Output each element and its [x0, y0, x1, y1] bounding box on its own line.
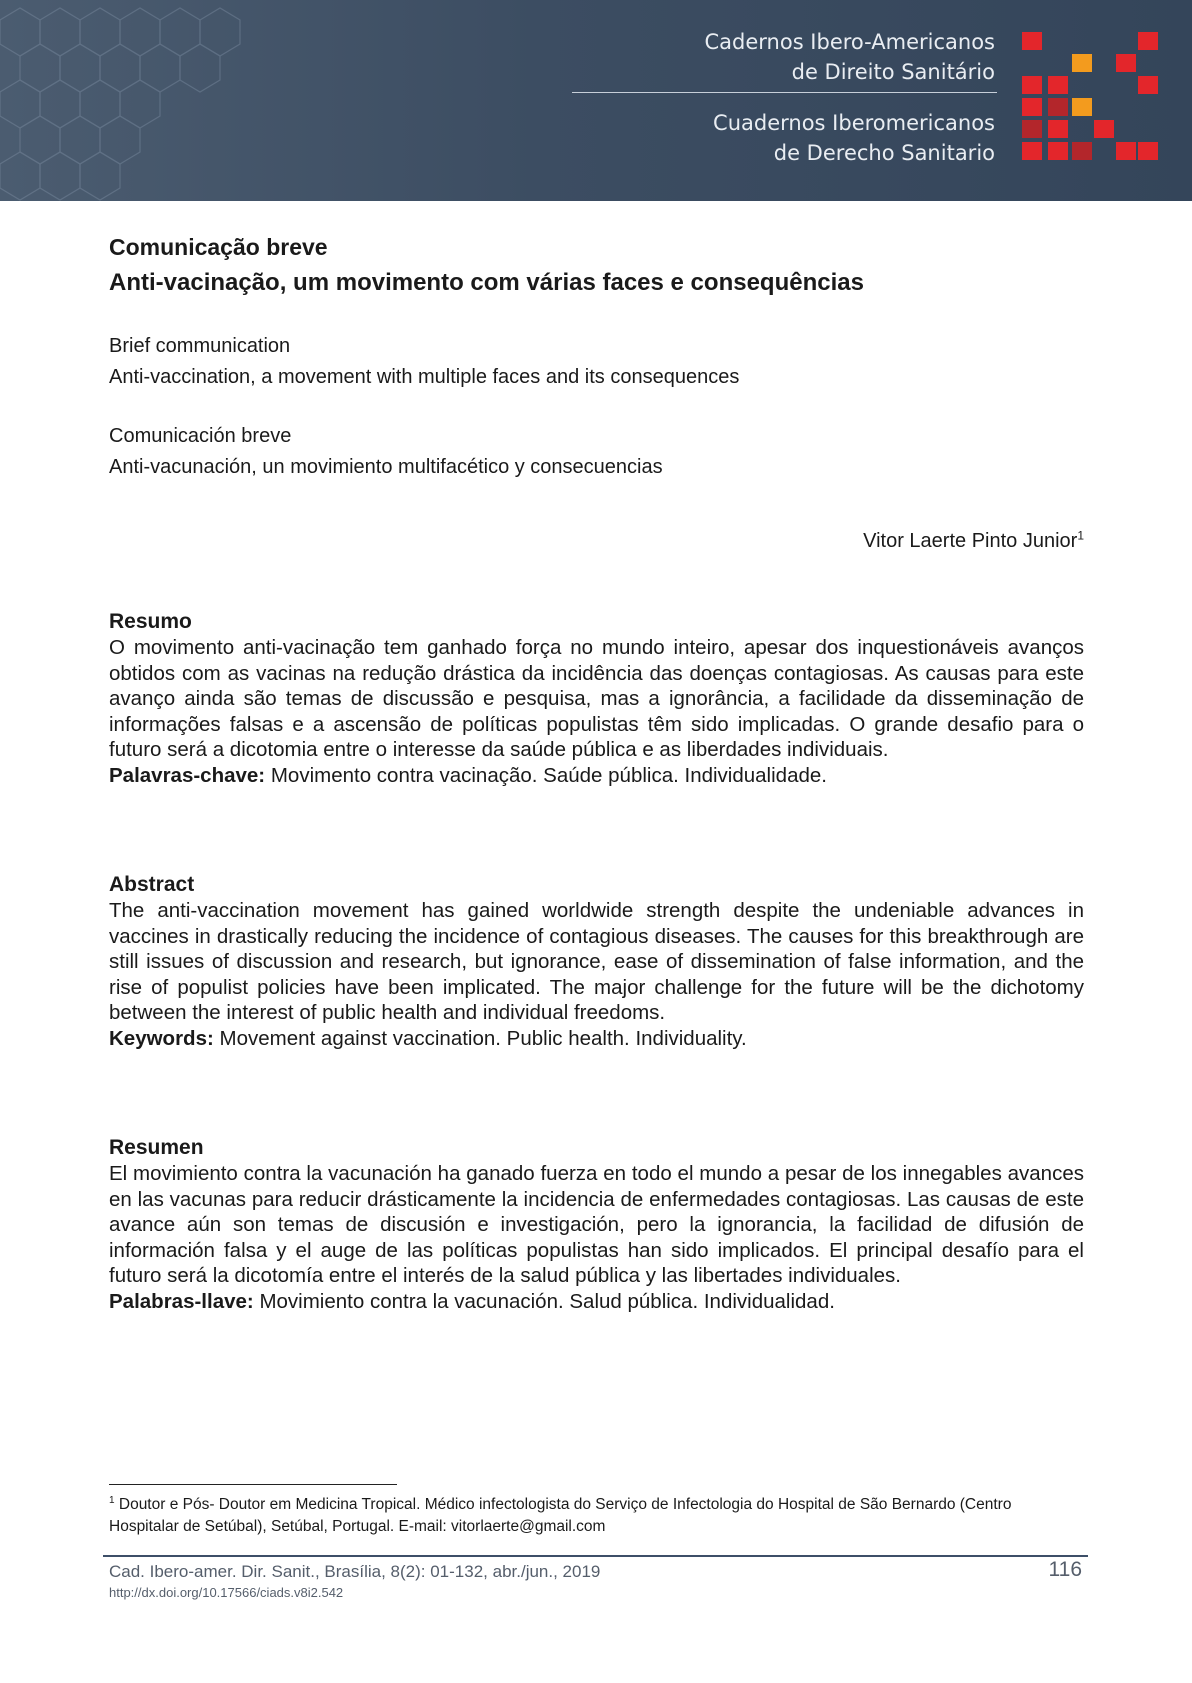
- author-footnote-mark: 1: [1077, 528, 1084, 543]
- abstract-en-heading: Abstract: [109, 873, 195, 896]
- article-title-es: Anti-vacunación, un movimiento multifacético y consecuencias: [109, 456, 663, 478]
- journal-title-pt-line1: Cadernos Ibero-Americanos: [704, 30, 995, 54]
- doi-link[interactable]: http://dx.doi.org/10.17566/ciads.v8i2.542: [109, 1585, 344, 1600]
- author-line: [863, 526, 1084, 556]
- article-type-pt: Comunicação breve: [109, 234, 328, 260]
- keywords-en-text: Movement against vaccination. Public health. Individuality.: [219, 1026, 747, 1050]
- abstract-es-body: El movimiento contra la vacunación ha ganado fuerza en todo el mundo a pesar de los innegables avances en las vacunas para reducir drásticamente la incidencia de enfermedades contagiosas. Las causas de este avance aún son temas de discusión e investigación, pero la ignorancia, la facilidad de difusión de información falsa y el auge de las políticas populistas han sido implicados. El principal desafío para el futuro será la dicotomía entre el interés de la salud pública y las libertades individuales.: [109, 1162, 1084, 1287]
- journal-title-pt: [704, 27, 995, 87]
- footnote-mark: 1: [109, 1494, 115, 1506]
- keywords-es: [109, 1289, 1084, 1315]
- keywords-pt-text: Movimento contra vacinação. Saúde pública. Individualidade.: [270, 763, 827, 787]
- abstract-pt-section: [109, 609, 1084, 789]
- abstract-es-section: [109, 1135, 1084, 1315]
- hexagon-pattern: [0, 0, 560, 201]
- journal-logo: [1020, 30, 1160, 170]
- keywords-es-label: Palabras-llave:: [109, 1289, 254, 1313]
- footnote-text: Doutor e Pós- Doutor em Medicina Tropical. Médico infectologista do Serviço de Infectologia do Hospital de São Bernardo (Centro Hospitalar de Setúbal), Setúbal, Portugal. E-mail: vitorlaerte@gmail.com: [109, 1496, 1012, 1535]
- page-number: 116: [1048, 1558, 1082, 1581]
- author-name: Vitor Laerte Pinto Junior: [863, 530, 1078, 552]
- abstract-pt-body: O movimento anti-vacinação tem ganhado força no mundo inteiro, apesar dos inquestionáveis avanços obtidos com as vacinas na redução drástica da incidência das doenças contagiosas. As causas para este avanço ainda são temas de discussão e pesquisa, mas a ignorância, a facilidade da disseminação de informações falsas e a ascensão de políticas populistas têm sido implicadas. O grande desafio para o futuro será a dicotomia entre o interesse da saúde pública e as liberdades individuais.: [109, 636, 1084, 761]
- keywords-en-label: Keywords:: [109, 1026, 214, 1050]
- footer-divider: [103, 1555, 1088, 1557]
- journal-title-es-line1: Cuadernos Iberomericanos: [713, 111, 995, 135]
- abstract-en-body: The anti-vaccination movement has gained worldwide strength despite the undeniable advances in vaccines in drastically reducing the incidence of contagious diseases. The causes for this breakthrough are still issues of discussion and research, but ignorance, ease of dissemination of false information, and the rise of populist policies have been implicated. The major challenge for the future will be the dichotomy between the interest of public health and individual freedoms.: [109, 899, 1084, 1024]
- article-title-en: Anti-vaccination, a movement with multiple faces and its consequences: [109, 366, 740, 388]
- journal-header-banner: [0, 0, 1192, 201]
- keywords-es-text: Movimiento contra la vacunación. Salud pública. Individualidad.: [259, 1289, 835, 1313]
- article-type-en: Brief communication: [109, 335, 291, 357]
- journal-title-es: [713, 108, 995, 168]
- abstract-en-section: [109, 872, 1084, 1052]
- journal-title-es-line2: de Derecho Sanitario: [773, 141, 995, 165]
- journal-title-pt-line2: de Direito Sanitário: [791, 60, 995, 84]
- keywords-en: [109, 1026, 1084, 1052]
- abstract-pt-heading: Resumo: [109, 610, 192, 633]
- abstract-es-heading: Resumen: [109, 1136, 204, 1159]
- article-title-pt: Anti-vacinação, um movimento com várias faces e consequências: [109, 269, 864, 296]
- article-type-es: Comunicación breve: [109, 425, 292, 447]
- footnote: [109, 1494, 1084, 1538]
- footnote-divider: [109, 1484, 397, 1485]
- journal-citation: Cad. Ibero-amer. Dir. Sanit., Brasília, 8(2): 01-132, abr./jun., 2019: [109, 1562, 601, 1581]
- keywords-pt: [109, 763, 1084, 789]
- header-divider: [572, 92, 997, 93]
- keywords-pt-label: Palavras-chave:: [109, 763, 266, 787]
